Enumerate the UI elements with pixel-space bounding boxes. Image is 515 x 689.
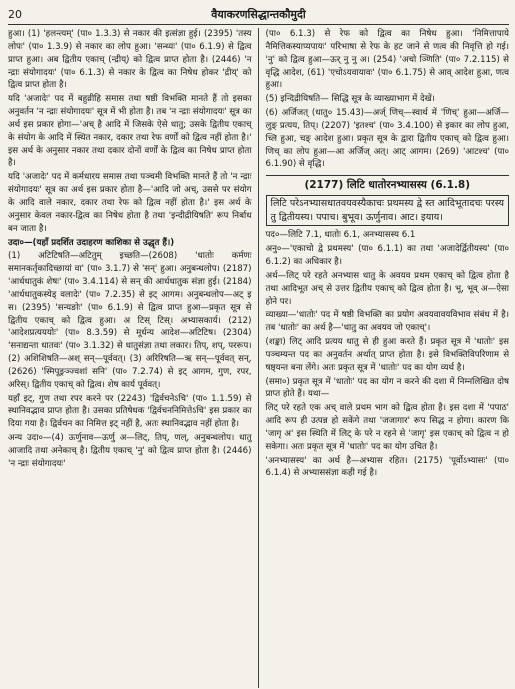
paragraph: यदि 'अजादेः' पद में बहुव्रीहि समास तथा षष्ठी विभक्ति मानते हैं तो इसका अनुवर्तन 'न न्द्राः संयोगादयः' सूत्र में भी होता है। तब 'न न्द्राः संयोगादयः' सूत्र का अर्थ इस प्रकार होगा—'अच् है आदि में जिसके ऐसे धातु; उसके द्वितीय एकाच् के संयोग के आदि में स्थित नकार, दकार तथा रेफ वर्णों को द्वित्व नहीं होता है।' इस अर्थ के अनुसार नकार तथा दकार दोनों वर्णों के द्वित्व का निषेध प्राप्त होता है। (8, 94, 252, 169)
right-column (259, 28, 510, 688)
left-column (8, 28, 259, 688)
paragraph: पद०—लिटि 7.1, धातोः 6.1, अनभ्यासस्य 6.1 (265, 230, 416, 241)
paragraph: उदा०—(यहाँ प्रदर्शित उदाहरण काशिका से उद्धृत हैं।) (8, 237, 175, 248)
paragraph: लिट् परे रहते एक अच् वाले प्रथम भाग को द्वित्व होता है। इस दशा में 'पपाठ' आदि रूप ही उत्पन्न हो सकेंगे तथा 'जजागार' रूप सिद्ध न होगा। कारण कि 'जागृ अ' इस स्थिति में लिट् के परे न रहने से 'जागृ' इस एकाच् को द्वित्व न हो सकेगा। अतः प्रकृत सूत्र में 'धातोः' पद का योग उचित है। (265, 403, 509, 452)
paragraph: अन्य उदा०—(4) ऊर्णुनाव—ऊर्णु अ—लिट्, तिप्, णल्, अनुबन्धलोप। धातु आजादि तथा अनेकाच् है। द्वितीय एकाच् 'नु' को द्वित्व प्राप्त होता है। (2446) 'न न्द्राः संयोगादयः' (8, 433, 252, 469)
sutra-vritti-box: लिटि परेऽनभ्यासधातवयवस्यैकाचः प्रथमस्य द्वे स्त आदिभूतादचः परस्य तु द्वितीयस्य। पपाच। बुभूव। ऊर्णुनाव। आट। इयाय। (266, 195, 510, 226)
paragraph: 'अनभ्यासस्य' का अर्थ है—अभ्यास रहित। (2175) 'पूर्वोऽभ्यासः' (पा० 6.1.4) से अभ्याससंज्ञा कही गई है। (265, 455, 509, 479)
running-title: वैयाकरणसिद्धान्तकौमुदी (211, 7, 306, 21)
page-header (8, 4, 509, 25)
paragraph: (पा० 6.1.3) से रेफ को द्वित्व का निषेध हुआ। 'निमित्तापाये नैमित्तिकस्याप्यपायः' परिभाषा से रेफ के हट जाने से णत्व की निवृत्ति हो गई। 'नु' को द्वित्व हुआ—ऊर् नु नु अ। (254) 'अचो ञ्णिति' (पा० 7.2.115) से वृद्धि आदेश, (61) 'एचोऽयवायावः' (पा० 6.1.75) से आव् आदेश हुआ, णत्व हुआ। (265, 29, 509, 91)
paragraph: यहाँ इट्, गुण तथा रपर करने पर (2243) 'द्विर्वचनेऽचि' (पा० 1.1.59) से स्थानिवद्भाव प्राप्त होता है। उसका प्रतिषेधक 'द्विर्वचननिमित्तेऽचि' इस प्रकार का दिया गया है। द्विर्वचन का निमित्त इट् नहीं है, अतः स्थानिवद्भाव नहीं होता है। (8, 393, 252, 430)
paragraph: (6) अर्जिजत् (धातु० 15.43)—अर्ज् णिच्—स्वार्थ में 'णिच्' हुआ—अर्जि—लुङ् प्रत्यय, तिप्। (2207) 'इतश्च' (पा० 3.4.100) से इकार का लोप हुआ, च्लि हुआ, चङ् आदेश हुआ। प्रकृत सूत्र के द्वारा द्वितीय एकाच् को द्वित्व हुआ। णिच् का लोप हुआ—आ अर्जिज् अत्। आट् आगम। (269) 'आटश्च' (पा० 6.1.90) से वृद्धि। (265, 108, 509, 170)
paragraph: व्याख्या—'धातोः' पद में षष्ठी विभक्ति का प्रयोग अवयवावयविभाव संबंध में है। तब 'धातोः' का अर्थ है—'धातु का अवयव जो एकाच्'। (265, 310, 509, 334)
paragraph: अर्थ—लिट् परे रहते अनभ्यास धातु के अवयव प्रथम एकाच् को द्वित्व होता है तथा आदिभूत अच् से उत्तर द्वितीय एकाच् को द्वित्व होता है। भू, भूव् अ—ऐसा होने पर। (265, 270, 509, 307)
sutra-heading: (2177) लिटि धातोरनभ्यासस्य (6.1.8) (266, 175, 510, 193)
paragraph: (1) अटिटिषति—अटितुम् इच्छति—(2608) 'धातोः कर्मणः समानकर्तृकादिच्छायां वा' (पा० 3.1.7) से 'सन्' हुआ। अनुबन्धलोप। (2187) 'आर्धधातुकं शेषः' (पा० 3.4.114) से सन् की आर्धधातुक संज्ञा हुई। (2184) 'आर्धधातुकस्येड् वलादेः' (पा० 7.2.35) से इट् आगम। अनुबन्धलोप—अट् इ स। (2395) 'सन्यङोः' (पा० 6.1.9) से द्वित्व प्राप्त हुआ—प्रकृत सूत्र से द्वितीय एकाच् को द्वित्व हुआ। अ टिस् टिस्। अभ्यासकार्य। (212) 'आदेशप्रत्यययोः' (पा० 8.3.59) से मूर्धन्य आदेश—अटिटिष। (2304) 'सनाद्यन्ता धातवः' (पा० 3.1.32) से धातुसंज्ञा तथा लकार। तिप्, शप्, पररूप। (2) अशिशिषति—अश् सन्—पूर्ववत्। (3) अरिरिषति—ऋ सन्—पूर्ववत् सन्, (2626) 'स्मिपूङ्रञ्ज्वशां सनि' (पा० 7.2.74) से इट् आगम, गुण, रपर, अरिस्। द्वितीय एकाच् को द्वित्व। शेष कार्य पूर्ववत्। (8, 251, 252, 390)
page-number: 20 (8, 7, 22, 21)
paragraph: (5) इन्दिद्रीयिषति— सिद्धि सूत्र के व्याख्याभाग में देखें। (265, 94, 435, 105)
paragraph: (शङ्का) लिट् आदि प्रत्यय धातु से ही हुआ करते हैं। प्रकृत सूत्र में 'धातोः' इस पञ्चम्यन्त पद का अनुवर्तन अर्थात् प्राप्त होता है। इसे विभक्तिविपरिणाम से षष्ठ्यन्त बना लेंगे। अतः प्रकृत सूत्र में 'धातोः' पद का योग व्यर्थ है। (265, 337, 509, 373)
two-column-body (8, 28, 509, 688)
paragraph: हुआ। (1) 'हलन्त्यम्' (पा० 1.3.3) से नकार की इत्संज्ञा हुई। (2395) 'तस्य लोपः' (पा० 1.3.9) से नकार का लोप हुआ। 'सन्ध्यः' (पा० 6.1.9) से द्वित्व प्राप्त हुआ। अब द्वितीय एकाच् (न्द्रीय्) को द्वित्व प्राप्त होता है। (2446) 'न न्द्राः संयोगादयः' (पा० 6.1.3) से नकार के द्वित्व का निषेध होकर 'द्रीय्' को द्वित्व प्राप्त होता है। (8, 29, 252, 91)
paragraph: यदि 'अजादेः' पद में कर्मधारय समास तथा पञ्चमी विभक्ति मानते हैं तो 'न न्द्राः संयोगादयः' सूत्र का अर्थ इस प्रकार होता है—'आदि जो अच्, उससे पर संयोग के आदि वाले नकार, दकार तथा रेफ को द्वित्व नहीं होता है।' इस अर्थ के अनुसार केवल नकार-द्वित्व का निषेध होता है तथा 'इन्दीद्रीयिषति' रूप निर्बाध बन जाता है। (8, 172, 252, 234)
paragraph: (समा०) प्रकृत सूत्र में 'धातोः' पद का योग न करने की दशा में निम्नलिखित दोष प्राप्त होते हैं। यथा— (265, 376, 509, 400)
paragraph: अनु०—'एकाचो द्वे प्रथमस्य' (पा० 6.1.1) का तथा 'अजादेर्द्वितीयस्य' (पा० 6.1.2) का अधिकार है। (265, 244, 509, 267)
